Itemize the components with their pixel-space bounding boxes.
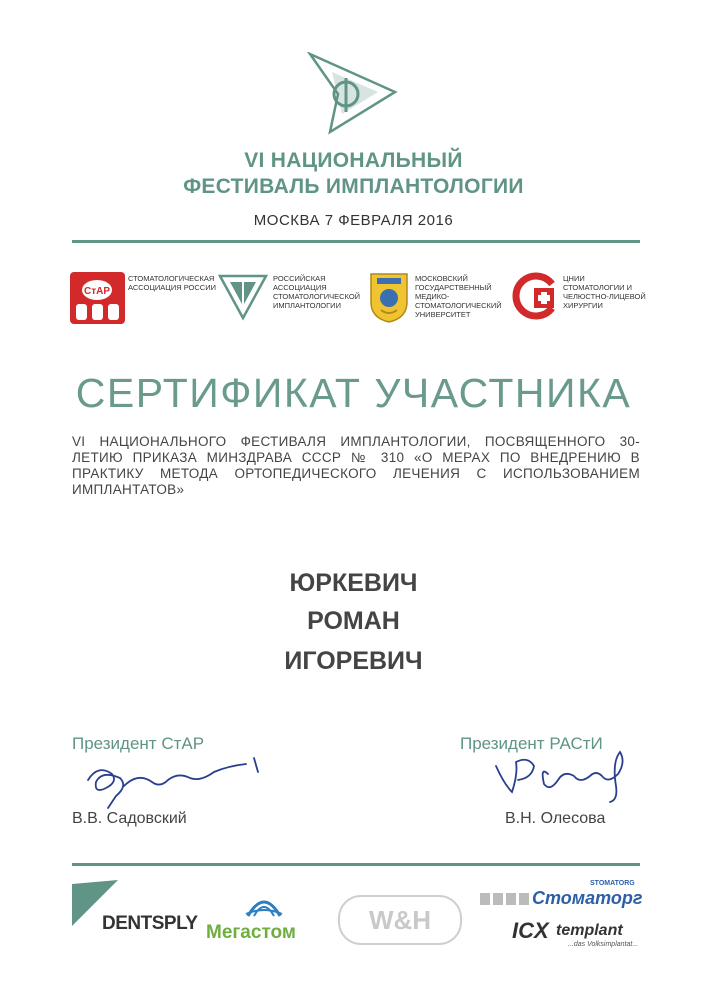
festival-date: МОСКВА 7 ФЕВРАЛЯ 2016 [253,212,454,229]
brand-icon [493,893,503,905]
rasti-logo-icon [218,272,268,322]
megastom-logo-text: Мегастом [206,922,296,943]
right-signatory-name: В.Н. Олесова [505,810,606,827]
left-signature [68,752,268,814]
org-star-text: СТОМАТОЛОГИЧЕСКАЯ АССОЦИАЦИЯ РОССИИ [128,274,217,292]
top-divider [72,240,640,243]
left-signatory-name: В.В. Садовский [72,810,187,827]
brand-icon [519,893,529,905]
certificate-description: VI НАЦИОНАЛЬНОГО ФЕСТИВАЛЯ ИМПЛАНТОЛОГИИ, ПОСВЯЩЕННОГО 30-ЛЕТИЮ ПРИКАЗА МИНЗДРАВА СССР № 310 «О МЕРАХ ПО ВНЕДРЕНИЮ В ПРАКТИКУ МЕТОДА ОРТОПЕДИЧЕСКОГО ЛЕЧЕНИЯ С ИСПОЛЬЗОВАНИЕМ ИМПЛАНТАТОВ» [72,434,640,497]
org-rasti-text: РОССИЙСКАЯ АССОЦИАЦИЯ СТОМАТОЛОГИЧЕСКОЙ ИМПЛАНТОЛОГИИ [273,274,361,310]
wh-logo-text: W&H [368,904,432,935]
msmsu-emblem-icon [367,270,411,324]
participant-patronymic: ИГОРЕВИЧ [284,647,423,675]
right-signatory-role: Президент РАСтИ [460,734,603,753]
wh-logo [338,895,462,945]
bottom-divider [72,863,640,866]
icx-logo-text: ICX [512,918,549,943]
brand-icon [506,893,516,905]
org-cniis-text: ЦНИИ СТОМАТОЛОГИИ И ЧЕЛЮСТНО-ЛИЦЕВОЙ ХИРУРГИИ [563,274,646,310]
star-logo-text: СтАР [83,286,111,297]
templant-slogan: ...das Volksimplantat... [568,941,639,948]
star-logo-icon [70,272,125,324]
brand-icon [480,893,490,905]
certificate-title: СЕРТИФИКАТ УЧАСТНИКА [75,370,632,416]
megastom-logo-icon [244,888,284,920]
cniis-logo-icon [508,270,560,322]
templant-logo-text: templant [556,922,623,939]
star-logo [70,272,125,324]
right-signature [478,744,648,804]
stomatorg-logo-text: Стоматорг [532,888,643,908]
festival-logo-icon [300,52,410,140]
festival-title-line1: VI НАЦИОНАЛЬНЫЙ [244,149,463,172]
participant-first-name: РОМАН [307,607,400,635]
small-brand-icons [480,893,529,905]
left-signatory-role: Президент СтАР [72,734,205,753]
festival-title-line2: ФЕСТИВАЛЬ ИМПЛАНТОЛОГИИ [183,175,524,198]
stomatorg-caption: STOMATORG [590,880,635,887]
org-msmsu-text: МОСКОВСКИЙ ГОСУДАРСТВЕННЫЙ МЕДИКО-СТОМАТОЛОГИЧЕСКИЙ УНИВЕРСИТЕТ [415,274,502,319]
participant-surname: ЮРКЕВИЧ [289,569,418,597]
dentsply-logo-text: DENTSPLY [102,913,198,934]
